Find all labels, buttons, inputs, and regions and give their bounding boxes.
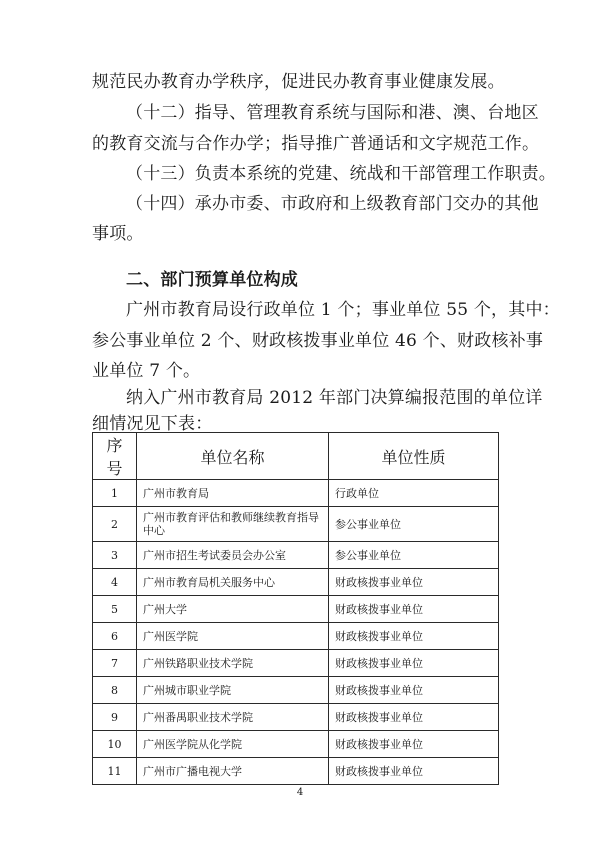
cell-type: 参公事业单位 <box>329 542 499 569</box>
cell-type: 财政核拨事业单位 <box>329 596 499 623</box>
table-row <box>93 623 499 650</box>
paragraph-line: 细情况见下表： <box>92 414 213 434</box>
table-row <box>93 650 499 677</box>
paragraph-line: （十三）负责本系统的党建、统战和干部管理工作职责。 <box>126 164 556 184</box>
cell-no: 4 <box>93 569 137 596</box>
cell-no: 6 <box>93 623 137 650</box>
cell-name: 广州番禺职业技术学院 <box>137 704 329 731</box>
cell-name: 广州市招生考试委员会办公室 <box>137 542 329 569</box>
units-table <box>92 432 499 785</box>
paragraph-line: 广州市教育局设行政单位 1 个；事业单位 55 个，其中： <box>126 300 560 320</box>
cell-name: 广州大学 <box>137 596 329 623</box>
cell-name: 广州市广播电视大学 <box>137 758 329 785</box>
cell-type: 财政核拨事业单位 <box>329 704 499 731</box>
page-number: 4 <box>296 787 304 798</box>
cell-no: 7 <box>93 650 137 677</box>
cell-no: 10 <box>93 731 137 758</box>
column-header-name: 单位名称 <box>137 433 329 480</box>
table-row <box>93 677 499 704</box>
cell-type: 财政核拨事业单位 <box>329 650 499 677</box>
paragraph-line: （十四）承办市委、市政府和上级教育部门交办的其他 <box>126 194 539 214</box>
cell-name: 广州铁路职业技术学院 <box>137 650 329 677</box>
cell-name: 广州市教育评估和教师继续教育指导中心 <box>137 507 329 542</box>
cell-no: 5 <box>93 596 137 623</box>
table-row <box>93 758 499 785</box>
cell-type: 参公事业单位 <box>329 507 499 542</box>
table-header-row <box>93 433 499 480</box>
section-heading: 二、部门预算单位构成 <box>126 270 298 290</box>
cell-type: 行政单位 <box>329 480 499 507</box>
table-row <box>93 569 499 596</box>
cell-no: 8 <box>93 677 137 704</box>
cell-type: 财政核拨事业单位 <box>329 677 499 704</box>
cell-no: 11 <box>93 758 137 785</box>
cell-type: 财政核拨事业单位 <box>329 623 499 650</box>
paragraph-line: 的教育交流与合作办学；指导推广普通话和文字规范工作。 <box>92 134 540 154</box>
cell-no: 3 <box>93 542 137 569</box>
column-header-no: 序号 <box>93 433 137 480</box>
paragraph-line: 事项。 <box>92 224 144 244</box>
cell-name: 广州医学院从化学院 <box>137 731 329 758</box>
cell-name: 广州城市职业学院 <box>137 677 329 704</box>
table-row <box>93 704 499 731</box>
table-row <box>93 731 499 758</box>
paragraph-line: 业单位 7 个。 <box>92 361 201 381</box>
cell-no: 9 <box>93 704 137 731</box>
table-row <box>93 480 499 507</box>
cell-name: 广州市教育局机关服务中心 <box>137 569 329 596</box>
table-row <box>93 596 499 623</box>
table-row <box>93 507 499 542</box>
paragraph-line: 参公事业单位 2 个、财政核拨事业单位 46 个、财政核补事 <box>92 331 544 351</box>
column-header-type: 单位性质 <box>329 433 499 480</box>
paragraph-line: 纳入广州市教育局 2012 年部门决算编报范围的单位详 <box>126 388 543 408</box>
cell-type: 财政核拨事业单位 <box>329 758 499 785</box>
cell-type: 财政核拨事业单位 <box>329 731 499 758</box>
paragraph-line: （十二）指导、管理教育系统与国际和港、澳、台地区 <box>126 103 539 123</box>
cell-no: 2 <box>93 507 137 542</box>
cell-no: 1 <box>93 480 137 507</box>
table-row <box>93 542 499 569</box>
cell-name: 广州市教育局 <box>137 480 329 507</box>
paragraph-line: 规范民办教育办学秩序，促进民办教育事业健康发展。 <box>92 72 505 92</box>
cell-name: 广州医学院 <box>137 623 329 650</box>
cell-type: 财政核拨事业单位 <box>329 569 499 596</box>
